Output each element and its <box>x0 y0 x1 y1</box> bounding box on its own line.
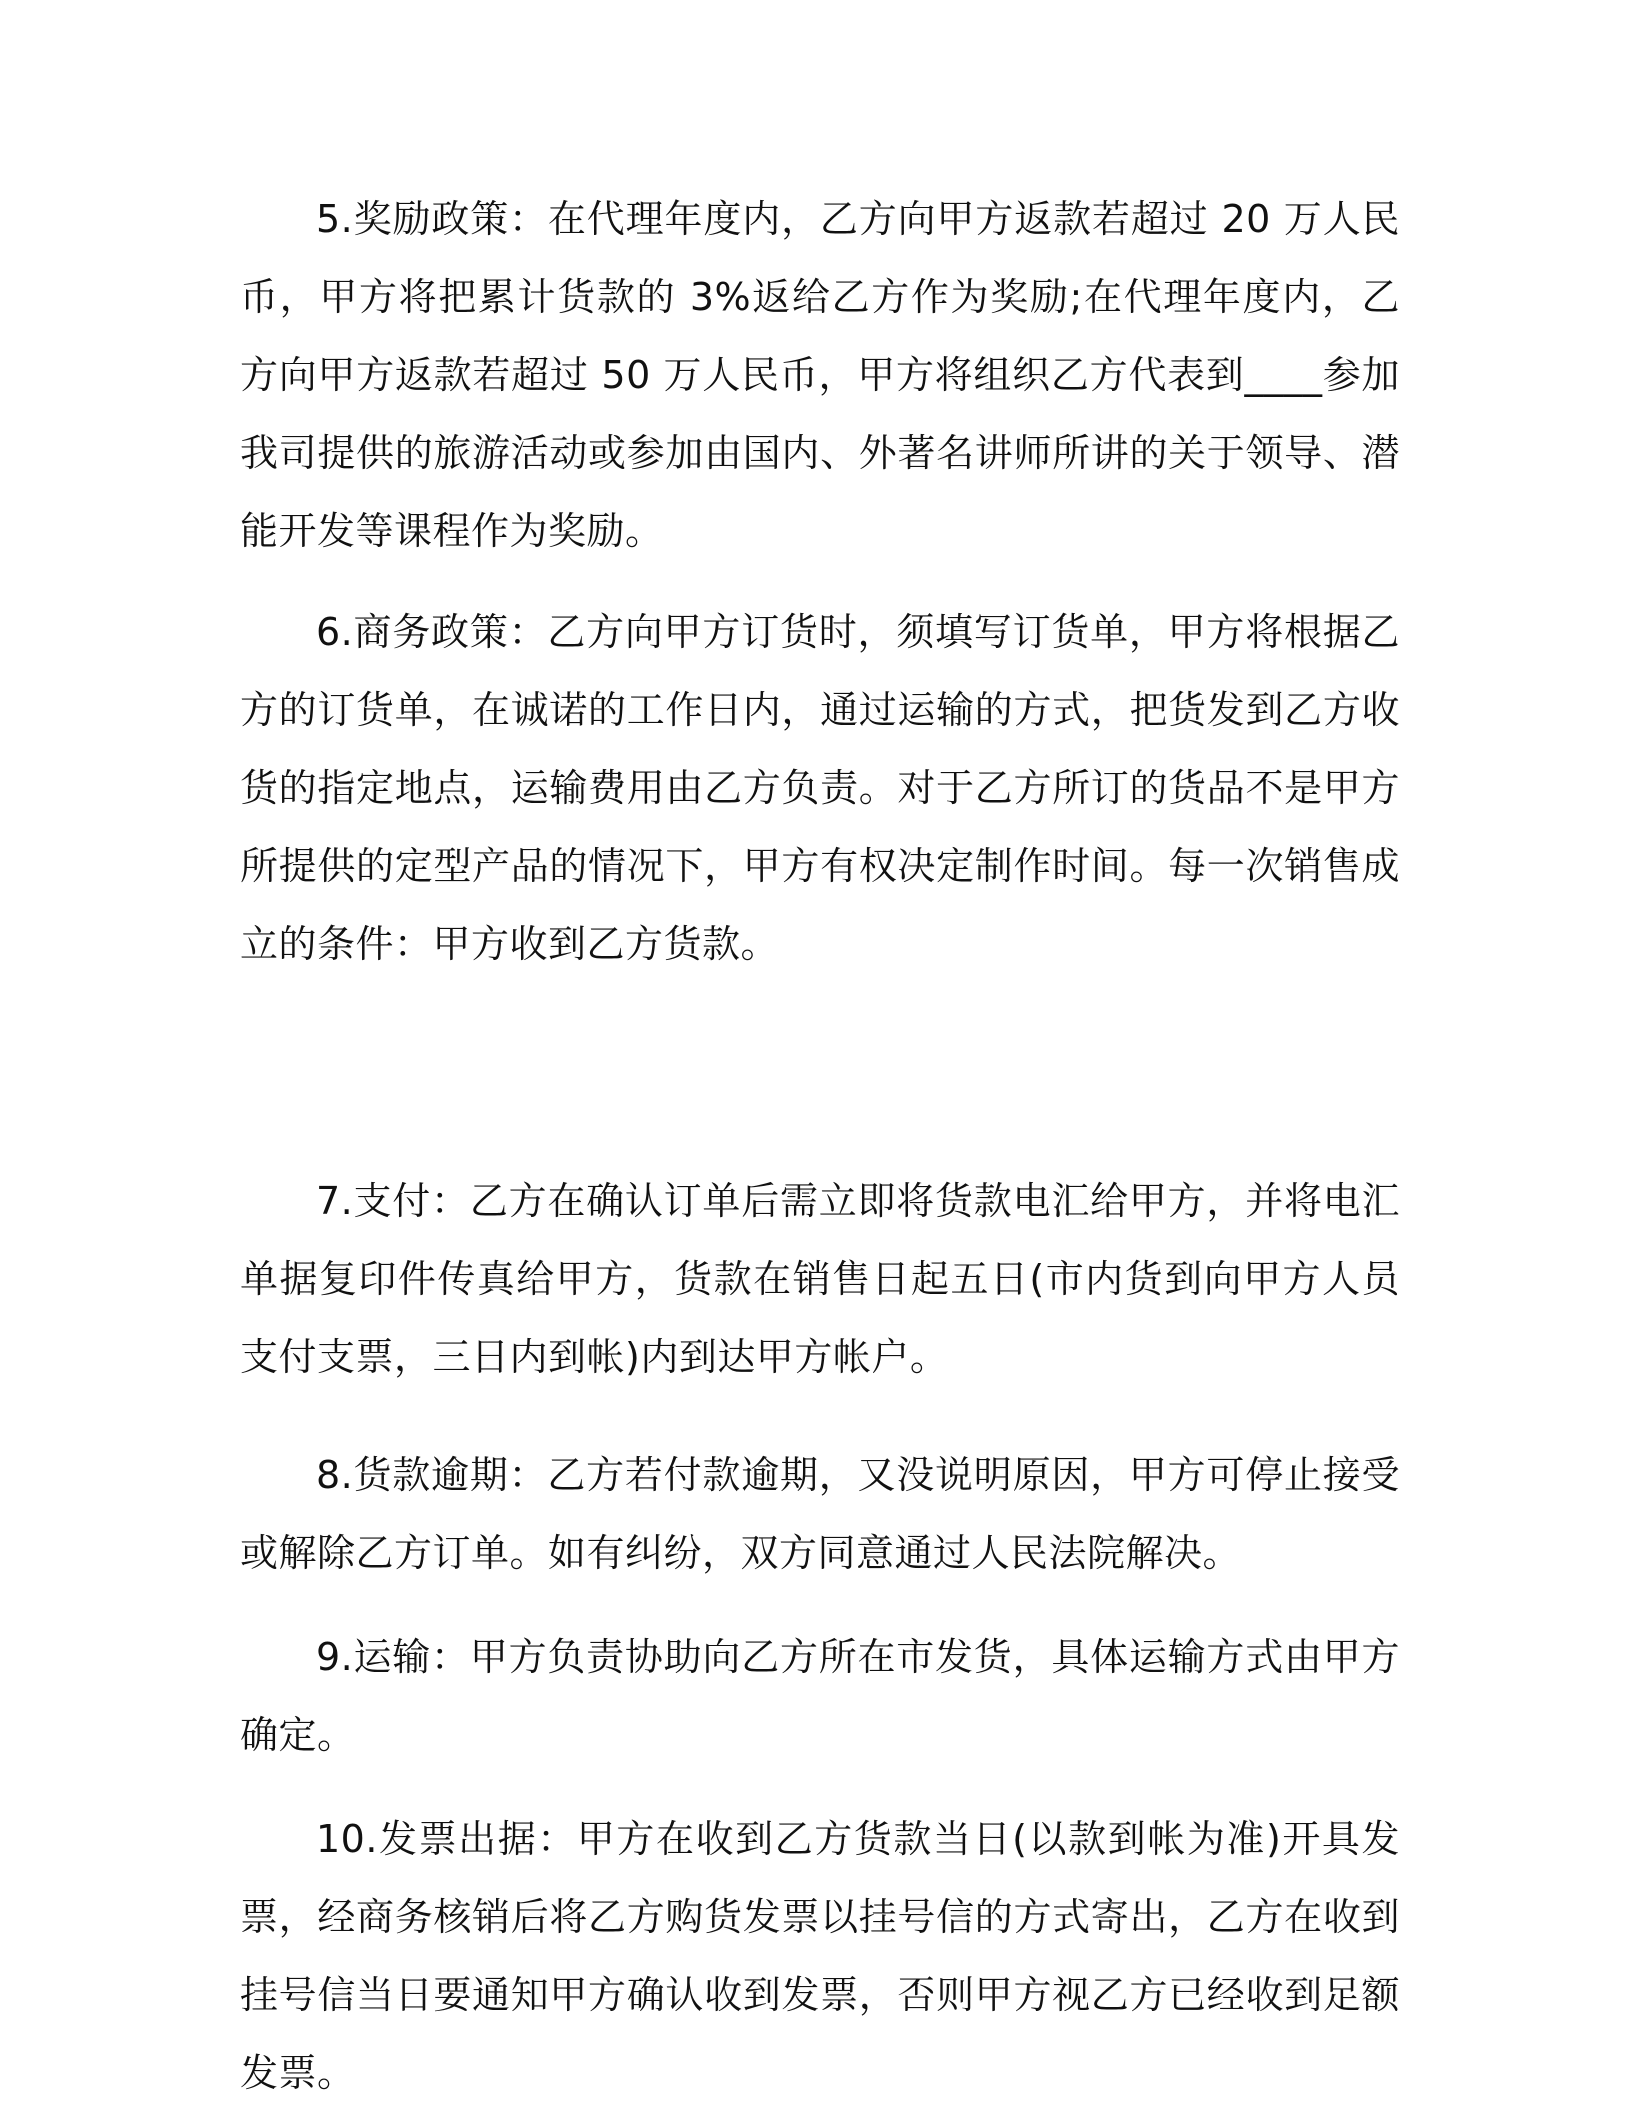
clause-7-payment: 7.支付：乙方在确认订单后需立即将货款电汇给甲方，并将电汇单据复印件传真给甲方，货款在销售日起五日(市内货到向甲方人员支付支票，三日内到帐)内到达甲方帐户。 <box>240 1179 1400 1379</box>
clause-6-business-policy: 6.商务政策：乙方向甲方订货时，须填写订货单，甲方将根据乙方的订货单，在诚诺的工作日内，通过运输的方式，把货发到乙方收货的指定地点，运输费用由乙方负责。对于乙方所订的货品不是甲方所提供的定型产品的情况下，甲方有权决定制作时间。每一次销售成立的条件：甲方收到乙方货款。 <box>240 610 1400 966</box>
clause-10-invoice: 10.发票出据：甲方在收到乙方货款当日(以款到帐为准)开具发票，经商务核销后将乙方购货发票以挂号信的方式寄出，乙方在收到挂号信当日要通知甲方确认收到发票，否则甲方视乙方已经收到足额发票。 <box>240 1817 1400 2095</box>
clause-8-overdue-payment: 8.货款逾期：乙方若付款逾期，又没说明原因，甲方可停止接受或解除乙方订单。如有纠纷，双方同意通过人民法院解决。 <box>240 1453 1400 1575</box>
clause-9-transport: 9.运输：甲方负责协助向乙方所在市发货，具体运输方式由甲方确定。 <box>240 1635 1400 1757</box>
clause-5-reward-policy: 5.奖励政策：在代理年度内，乙方向甲方返款若超过 20 万人民币，甲方将把累计货款的 3%返给乙方作为奖励;在代理年度内，乙方向甲方返款若超过 50 万人民币，甲方将组织乙方代表到____参加我司提供的旅游活动或参加由国内、外著名讲师所讲的关于领导、潜能开发等课程作为奖励。 <box>240 197 1400 553</box>
